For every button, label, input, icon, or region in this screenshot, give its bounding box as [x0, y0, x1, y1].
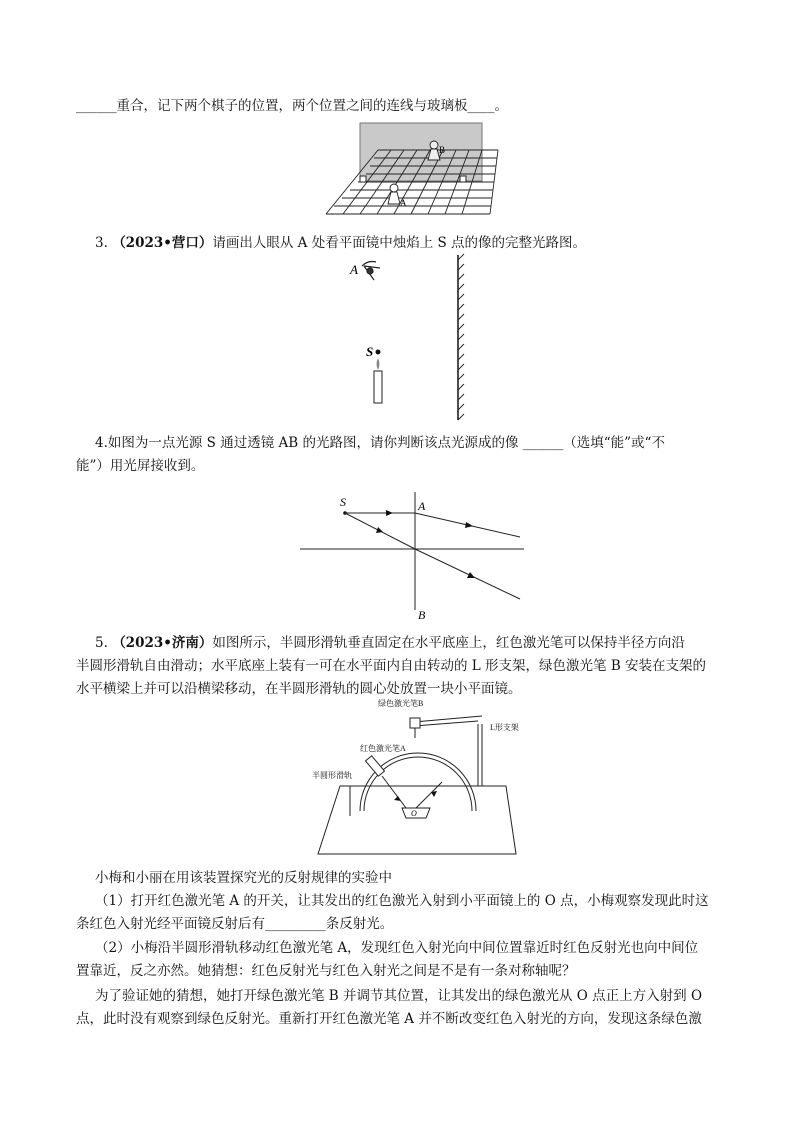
svg-text:L形支架: L形支架 [490, 723, 519, 732]
glass-plate [360, 123, 482, 181]
svg-text:O: O [411, 809, 417, 818]
mirror-hatching [458, 254, 464, 420]
q3-question: 3. （2023•营口）请画出人眼从 A 处看平面镜中烛焰上 S 点的像的完整光路图。 [95, 235, 587, 251]
q4-lens-figure [290, 490, 530, 620]
q5-paragraph-1: 小梅和小丽在用该装置探究光的反射规律的实验中 [95, 870, 392, 886]
svg-text:绿色激光笔B: 绿色激光笔B [378, 699, 424, 708]
point-s [376, 350, 381, 355]
svg-text:S: S [366, 344, 374, 359]
q5-part2-line2: 置靠近，反之亦然。她猜想：红色反射光与红色入射光之间是不是有一条对称轴呢？ [76, 963, 576, 979]
q2-chess-glass-figure [318, 120, 518, 220]
svg-text:A: A [418, 499, 426, 513]
light-rays [345, 513, 520, 599]
base-plate [318, 786, 516, 854]
svg-text:B: B [418, 608, 426, 620]
svg-text:红色激光笔A: 红色激光笔A [360, 744, 406, 753]
q4-question-line1: 4.如图为一点光源 S 通过透镜 AB 的光路图，请你判断该点光源成的像 ______（选填“能”或“不 [95, 435, 665, 451]
svg-text:A: A [350, 262, 358, 277]
q5-question-line2: 半圆形滑轨自由滑动；水平底座上装有一可在水平面内自由转动的 L 形支架，绿色激光笔 B 安装在支架的 [76, 658, 707, 674]
svg-text:B: B [439, 145, 446, 155]
ray-arrows [376, 510, 475, 578]
q5-question-line1: 5. （2023•济南）如图所示，半圆形滑轨垂直固定在水平底座上，红色激光笔可以保持半径方向沿 [95, 635, 685, 651]
q5-part3-line2: 点，此时没有观察到绿色反射光。重新打开红色激光笔 A 并不断改变红色入射光的方向，发现这条绿色激 [76, 1011, 702, 1027]
eye-icon [362, 262, 380, 281]
q4-question-line2: 能”）用光屏接收到。 [76, 458, 205, 474]
q2-text-line: ______重合，记下两个棋子的位置，两个位置之间的连线与玻璃板____。 [76, 98, 508, 114]
svg-text:半圆形滑轨: 半圆形滑轨 [312, 771, 352, 780]
q5-part1-line1: （1）打开红色激光笔 A 的开关，让其发出的红色激光入射到小平面镜上的 O 点，小梅观察发现此时这 [95, 893, 709, 909]
q5-part3-line1: 为了验证她的猜想，她打开绿色激光笔 B 并调节其位置，让其发出的绿色激光从 O 点正上方入射到 O [95, 988, 703, 1004]
green-laser-pen [410, 718, 420, 728]
q3-mirror-figure [340, 250, 480, 425]
svg-text:A: A [400, 198, 407, 208]
q5-part2-line1: （2）小梅沿半圆形滑轨移动红色激光笔 A，发现红色入射光向中间位置靠近时红色反射光也向中间位 [95, 940, 699, 956]
candle-icon [374, 358, 382, 403]
q5-apparatus-figure [310, 696, 525, 861]
svg-text:S: S [340, 495, 346, 509]
q5-question-line3: 水平横梁上并可以沿横梁移动，在半圆形滑轨的圆心处放置一块小平面镜。 [76, 681, 522, 697]
q5-part1-line2: 条红色入射光经平面镜反射后有_________条反射光。 [76, 916, 394, 932]
